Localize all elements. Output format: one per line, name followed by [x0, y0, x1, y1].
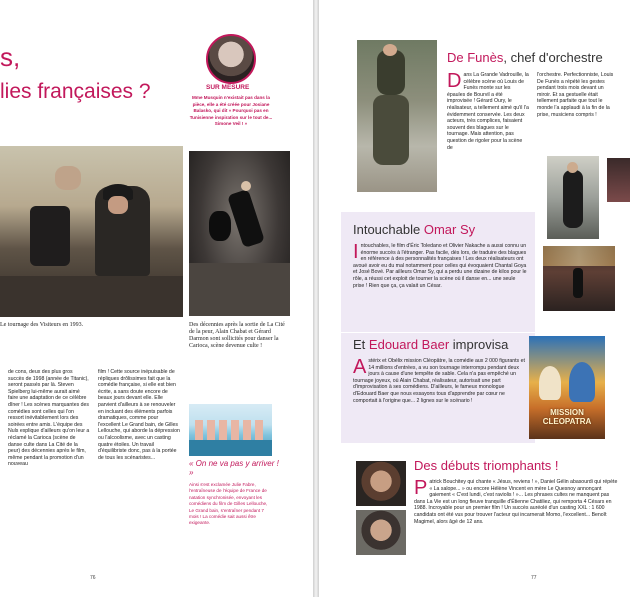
intouchables-photo [543, 246, 615, 311]
sur-mesure-label: SUR MESURE [206, 84, 250, 91]
photo1-caption: Le tournage des Visiteurs en 1993. [0, 322, 84, 328]
omar-heading-name: Omar Sy [423, 222, 476, 237]
sur-mesure-text: Mme Musquin n'existait pas dans la pièce, elle a été créée pour Josiane Balasko, qui dit « Pourquoi pas en Tunisienne inspiration sur le tout de... Simone Veil ! » [189, 95, 273, 126]
visiteurs-film-set-photo [0, 146, 183, 317]
page-title: lies françaises ? [0, 80, 151, 103]
quote-title: « On ne va pas y arriver ! » [189, 459, 279, 477]
omar-body: ntouchables, le film d'Éric Toledano et Olivier Nakache a aussi connu un énorme succès à l'étranger. Pas facile, dès lors, de traduire des blagues en référence à des personnalités françaises ! Les deux réalisateurs ont avoué avoir eu du mal notamment pour celles qui évoquaient Chantal Goya et José Bové. Par ailleurs Omar Sy, qui a perdu une dizaine de kilos pour le rôle, a réussi cet exploit de tourner la scène où il danse en... une seule prise ! Rien que ça, ça valait un César. [353, 243, 527, 289]
edouard-heading-rest: improvisa [452, 337, 509, 352]
debuts-heading: Des débuts triomphants ! [414, 458, 559, 473]
omar-heading [353, 222, 475, 237]
defunes-heading [447, 50, 603, 65]
defunes-dropcap: D [447, 70, 462, 92]
debuts-text [414, 479, 619, 525]
edouard-text [353, 358, 528, 404]
defunes-orchestra-photo [547, 156, 599, 239]
carioca-dance-photo [189, 151, 290, 316]
omar-heading-plain: Intouchable [353, 222, 421, 237]
body-column-1: de cons, deux des plus gros succès de 1998 (année de Titanic), seront passés par là. Steven Spielberg lui-même aurait aimé faire une adaptation de ce célèbre dîner ! Les scènes marquantes des comédies sont celles qui l'on ressort inévitablement lors des soirées entre amis. L'équipe des Nuls explique d'ailleurs qu'on leur a réclamé la Carioca (scène de danse culte dans La Cité de la peur) des décennies après le film, même pendant la promotion d'un nouveau [8, 369, 90, 468]
grand-bain-photo [189, 404, 272, 456]
defunes-column-1 [447, 72, 529, 151]
edouard-body: stérix et Obélix mission Cléopâtre, la comédie aux 2 000 figurants et 14 millions d'entrées, a vu son tournage interrompu pendant deux jours à cause d'une tempête de sable. Cela n'a pas empêché un tournage joyeux, où Alain Chabat, réalisateur, autorisait une part d'improvisation à ses comédiens. D'ailleurs, le fameux monologue d'Edouard Baer que nous essayons tous d'apprendre par cœur ne comportait à l'origine que... 2 lignes sur le scénario ! [353, 358, 525, 404]
defunes-photo [357, 40, 437, 192]
debuts-body: atrick Bouchitey qui chante « Jésus, reviens ! », Daniel Gélin abasourdi qui répète « La salope... » ou encore Hélène Vincent en mère Le Quesnoy annonçant gaiement « C'est lundi, c'est raviolis ! »... Les phrases cultes ne manquent pas dans La Vie est un long fleuve tranquille d'Étienne Chatiliez, qui remporta 4 Césars en 1988. Incroyable pour un premier film ! Un succès auréolé d'un casting XXL : 1 600 candidats ont été vus pour trouver l'acteur qui incarnerait Momo, l'excellent... Benoît Magimel, alors âgé de 12 ans. [414, 479, 618, 525]
quote-text: Ainsi s'est exclamée Julie Fabre, l'entraîneuse de l'équipe de France de natation synchronisée, envoyant les comédiens du film de Gilles Lellouche, Le Grand bain, s'entraîner pendant 7 mois ! La comédie sait aussi être exigeante. [189, 482, 268, 526]
body-column-2: film ! Cette source inépuisable de répliques drôlissimes fait que la comédie française, si elle est bien écrite, a sans doute encore de beaux jours devant elle. Elle parvient d'ailleurs à se renouveler en incluant des éléments parfois dramatiques, comme pour l'excellent Le Grand bain, de Gilles Lellouche, qui aborde la dépression ou l'alcoolisme, avec un casting quatre étoiles. Un travail d'équilibriste donc, pas à la portée de tous les scénaristes... [98, 369, 180, 461]
defunes-heading-rest: , chef d'orchestre [503, 50, 603, 65]
sur-mesure-avatar [206, 34, 256, 84]
debuts-photo-1 [356, 461, 406, 506]
defunes-heading-name: De Funès [447, 50, 504, 65]
defunes-text-1: ans La Grande Vadrouille, la célèbre scène où Louis de Funès monte sur les épaules de Bourvil a été improvisée ! Gérard Oury, le réalisateur, a tellement aimé qu'il l'a évidemment conservée. Les deux acteurs, très complices, faisaient souvent des blagues sur le tournage. Mais attention, pas question de rigoler pour la scène de [447, 72, 529, 151]
omar-dropcap: I [353, 241, 359, 263]
edouard-heading-plain: Et [353, 337, 366, 352]
title-fragment-1: s, [0, 42, 21, 72]
edouard-dropcap: A [353, 356, 367, 378]
debuts-dropcap: P [414, 477, 428, 499]
cleopatra-poster [529, 336, 605, 439]
edouard-heading [353, 337, 508, 352]
debuts-photo-2 [356, 510, 406, 555]
left-page [0, 0, 313, 597]
defunes-side-photo [607, 158, 630, 202]
edouard-heading-name: Edouard Baer [368, 337, 450, 352]
right-page [319, 0, 630, 597]
page-number-right: 77 [531, 575, 537, 581]
cleopatra-poster-title: MISSION CLEOPATRA [542, 408, 592, 426]
omar-text [353, 243, 528, 289]
page-number-left: 76 [90, 575, 96, 581]
defunes-column-2: l'orchestre. Perfectionniste, Louis De Funès a répété les gestes pendant trois mois devant un miroir. Et sa gestuelle était tellement parfaite que tout le monde l'a applaudi à la fin de la prise, musiciens compris ! [537, 72, 614, 118]
photo2-caption: Des décennies après la sortie de La Cité de la peur, Alain Chabat et Gérard Darmon sont sollicités pour danser la Carioca, scène devenue culte ! [189, 322, 285, 349]
